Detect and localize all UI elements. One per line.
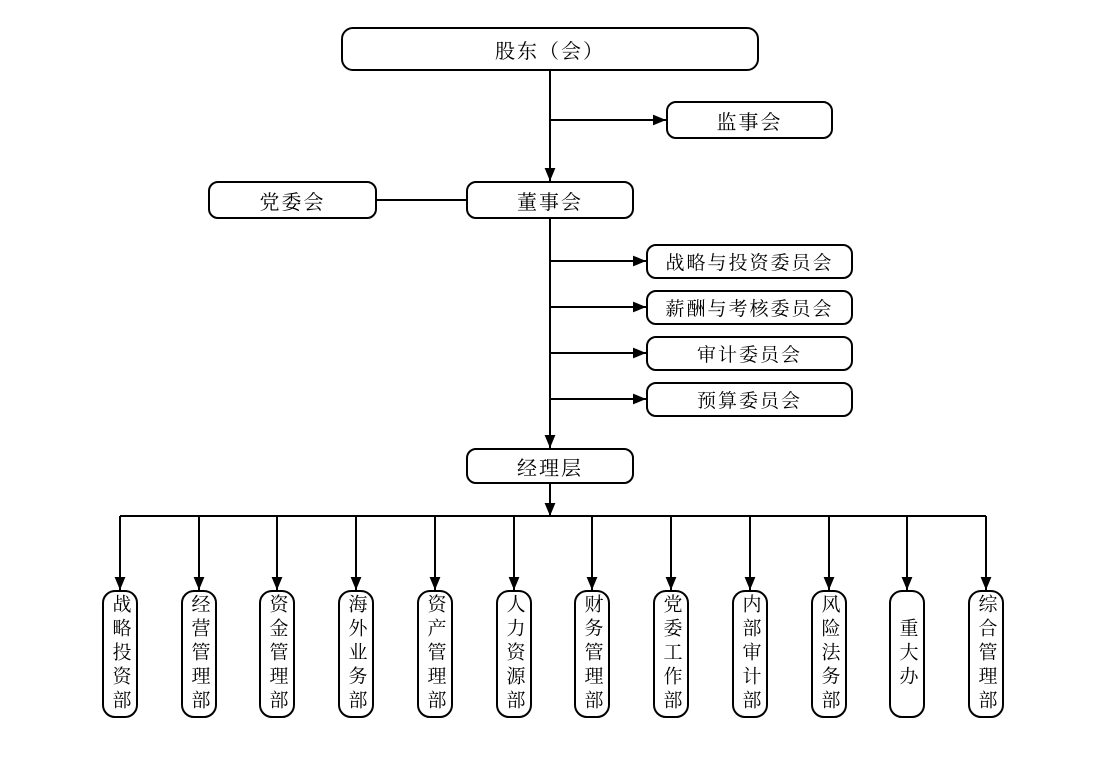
committee-audit: 审计委员会 [646, 336, 853, 371]
dept-asset-management: 资产管理部 [417, 590, 453, 718]
dept-financial-management: 财务管理部 [574, 590, 610, 718]
node-management: 经理层 [466, 448, 634, 484]
dept-party-work: 党委工作部 [653, 590, 689, 718]
dept-strategic-investment: 战略投资部 [102, 590, 138, 718]
dept-internal-audit: 内部审计部 [732, 590, 768, 718]
node-board-of-directors: 董事会 [466, 181, 634, 219]
node-party-committee: 党委会 [208, 181, 377, 219]
committee-remuneration-assessment: 薪酬与考核委员会 [646, 290, 853, 325]
dept-overseas-business: 海外业务部 [338, 590, 374, 718]
node-supervisory-board: 监事会 [666, 101, 833, 139]
dept-general-management: 综合管理部 [968, 590, 1004, 718]
node-shareholders: 股东（会） [341, 27, 759, 71]
dept-major-projects-office: 重大办 [889, 590, 925, 718]
dept-operations-management: 经营管理部 [181, 590, 217, 718]
dept-human-resources: 人力资源部 [496, 590, 532, 718]
dept-risk-legal: 风险法务部 [811, 590, 847, 718]
dept-fund-management: 资金管理部 [259, 590, 295, 718]
committee-budget: 预算委员会 [646, 382, 853, 417]
committee-strategy-investment: 战略与投资委员会 [646, 244, 853, 279]
